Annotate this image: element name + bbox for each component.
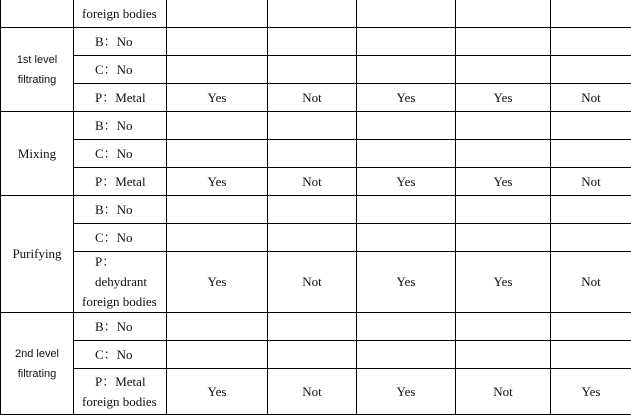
table-row [1, 313, 631, 341]
table-row [1, 28, 631, 56]
stage-cell [1, 0, 74, 28]
table-row: P：Metal Yes Not Yes Yes Not [1, 84, 631, 112]
stage-cell: Purifying [1, 196, 74, 313]
table-row [1, 341, 631, 369]
hazard-cell: C：No [74, 341, 167, 369]
hazard-cell: B：No [74, 112, 167, 140]
table-row [1, 112, 631, 140]
hazard-cell: P：dehydrant foreign bodies [74, 252, 167, 313]
table-row [1, 140, 631, 168]
table-row [1, 224, 631, 252]
hazard-cell: B：No [74, 313, 167, 341]
table-row [1, 0, 631, 28]
hazard-cell: C：No [74, 224, 167, 252]
table-row: P：Metal foreign bodies Yes Not Yes Not Yes [1, 369, 631, 415]
hazard-cell: B：No [74, 196, 167, 224]
table-row [1, 56, 631, 84]
table-row [1, 196, 631, 224]
hazard-cell: foreign bodies [74, 0, 167, 28]
hazard-cell: P：Metal foreign bodies [74, 369, 167, 415]
stage-cell: 2nd level filtrating [1, 313, 74, 415]
hazard-cell: C：No [74, 140, 167, 168]
stage-cell: Mixing [1, 112, 74, 196]
hazard-cell: P：Metal [74, 84, 167, 112]
hazard-cell: C：No [74, 56, 167, 84]
table-row: P：dehydrant foreign bodies Yes Not Yes Yes Not [1, 252, 631, 313]
hazard-cell: B：No [74, 28, 167, 56]
stage-cell: 1st level filtrating [1, 28, 74, 112]
hazard-cell: P：Metal [74, 168, 167, 196]
table-row: P：Metal Yes Not Yes Yes Not [1, 168, 631, 196]
